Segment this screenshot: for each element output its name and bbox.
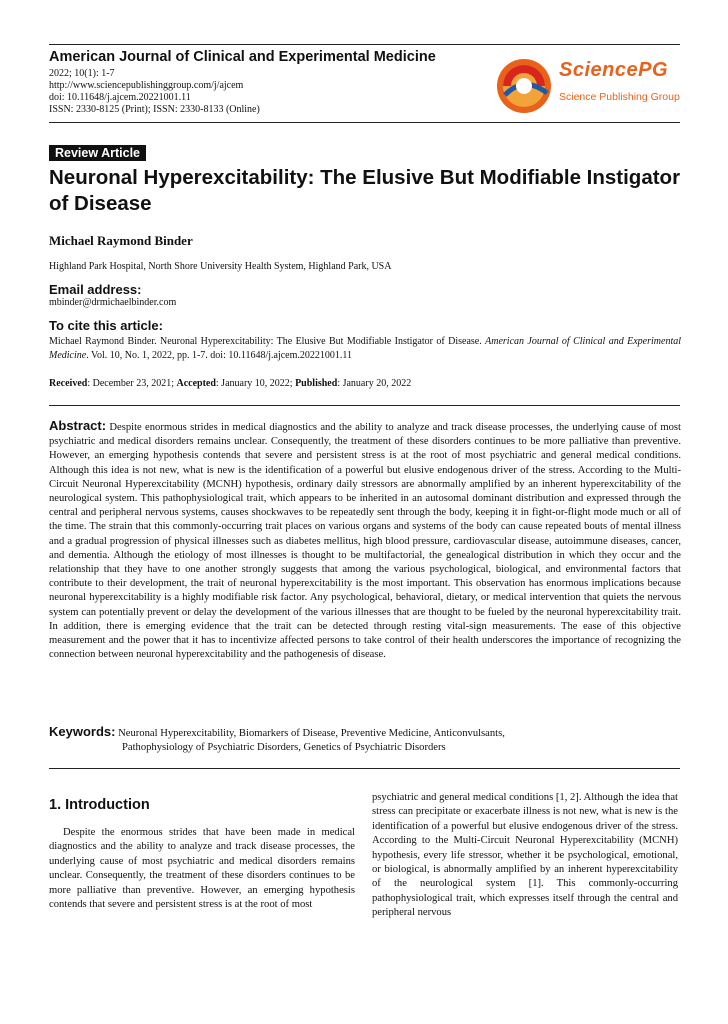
journal-issn: ISSN: 2330-8125 (Print); ISSN: 2330-8133 (Online) [49, 104, 260, 115]
journal-meta [49, 68, 260, 116]
publisher-logo-subtitle: Science Publishing Group [559, 91, 680, 103]
abstract-label: Abstract: [49, 418, 107, 433]
article-title: Neuronal Hyperexcitability: The Elusive But Modifiable Instigator of Disease [49, 166, 681, 215]
abstract-text: Despite enormous strides in medical diagnostics and the ability to analyze and track disease processes, the underlying cause of most psychiatric and medical disorders remains unclear. Consequently, the treatment of these disorders continues to be more palliative than preventive. However, an emerging hypothesis contends that severe and persistent stress is at the root of most psychiatric and general medical conditions. Although this idea is not new, what is new is the identification of a powerful but elusive endogenous driver of the stress. According to the Multi-Circuit Neuronal Hyperexcitability (MCNH) hypothesis, ordinary daily stressors are abnormally amplified by an inherent hyperexcitability of the neurological system. This pathophysiological trait, which appears to be inherited in an autosomal dominant distribution and expressed through the central and peripheral nervous systems, causes shockwaves to be repeatedly sent through the body, keeping it in fight-or-flight mode much or all of the time. The strain that this commonly-occurring trait places on various organs and systems of the body can cause repeated bouts of mental illness and a gradual progression of physical illnesses such as diabetes mellitus, high blood pressure, cardiovascular disease, autoimmune diseases, cancer, and dementia. Although the etiology of most illnesses is thought to be multifactorial, the genealogical distribution in which they occur and the relationship that they have to one another strongly suggests that among the various psychological, biological, and environmental factors that contribute to their development, the trait of neuronal hyperexcitability is the most important. This observation has enormous implications because neuronal hyperexcitability is a highly modifiable risk factor. Any psychological, behavioral, dietary, or medical intervention that quiets the nervous system can potentially prevent or delay the development of the various illnesses that are thought to be fueled by the neuronal hyperexcitability trait. In addition, there is emerging evidence that the trait can be detected through resting vital-sign measurements. The ease of this objective measurement and the power that it has to incentivize affected persons to take control of their health underscores the importance of recognizing the connection between neuronal hyperexcitability and the pathogenesis of disease. [49, 422, 682, 661]
received-label: Received [49, 378, 88, 389]
published-date: : January 20, 2022 [337, 378, 412, 389]
cite-heading: To cite this article: [49, 318, 163, 333]
journal-doi: doi: 10.11648/j.ajcem.20221001.11 [49, 92, 191, 103]
top-rule [49, 44, 680, 45]
publisher-logo-text: SciencePG [559, 59, 669, 81]
published-label: Published [295, 378, 338, 389]
intro-right-column: psychiatric and general medical conditions [1, 2]. Although the idea that stress can precipitate or exacerbate illness is not new, what is new is the identification of a powerful but elusive endogenous driver of the stress. According to the Multi-Circuit Neuronal Hyperexcitability (MCNH) hypothesis, every life stressor, whether it be psychological, emotional, or biological, is abnormally amplified by an inherent hyperexcitability of the neurological system [1]. This commonly-occurring pathophysiological trait, which expresses itself through the central and peripheral nervous [372, 792, 678, 919]
header-rule [49, 122, 680, 123]
cite-journal: American Journal of Clinical and Experimental Medicine [49, 336, 681, 361]
article-type-badge: Review Article [49, 145, 146, 161]
keywords-label: Keywords: [49, 724, 116, 739]
journal-issue: 2022; 10(1): 1-7 [49, 68, 115, 79]
keywords-line2: Pathophysiology of Psychiatric Disorders, Genetics of Psychiatric Disorders [122, 742, 446, 753]
accepted-date: : January 10, 2022; [215, 378, 296, 389]
cite-prefix: Michael Raymond Binder. Neuronal Hyperexcitability: The Elusive But Modifiable Instigator of Disease. [49, 336, 482, 347]
article-dates [49, 378, 411, 389]
intro-left-column: Despite the enormous strides that have been made in medical diagnostics and the ability to analyze and track disease processes, the underlying cause of most psychiatric and medical disorders remains unclear. Consequently, the treatment of these disorders continues to be more palliative than preventive. However, an emerging hypothesis contends that severe and persistent stress is at the root of most [49, 827, 355, 911]
abstract-top-rule [49, 405, 680, 406]
cite-suffix: . Vol. 10, No. 1, 2022, pp. 1-7. doi: 10.11648/j.ajcem.20221001.11 [86, 350, 353, 361]
keywords-line1: Neuronal Hyperexcitability, Biomarkers of Disease, Preventive Medicine, Anticonvulsants, [118, 728, 505, 739]
section-heading-introduction: 1. Introduction [49, 797, 150, 813]
citation [49, 335, 681, 363]
email-heading: Email address: [49, 282, 142, 297]
journal-title: American Journal of Clinical and Experimental Medicine [49, 49, 436, 65]
keywords [49, 725, 681, 755]
journal-url[interactable]: http://www.sciencepublishinggroup.com/j/ajcem [49, 80, 244, 91]
received-date: : December 23, 2021; [87, 378, 177, 389]
author-name: Michael Raymond Binder [49, 233, 193, 248]
author-affiliation: Highland Park Hospital, North Shore University Health System, Highland Park, USA [49, 261, 392, 272]
accepted-label: Accepted [176, 378, 216, 389]
abstract [49, 419, 681, 662]
author-email[interactable]: mbinder@drmichaelbinder.com [49, 297, 177, 308]
keywords-bottom-rule [49, 768, 680, 769]
